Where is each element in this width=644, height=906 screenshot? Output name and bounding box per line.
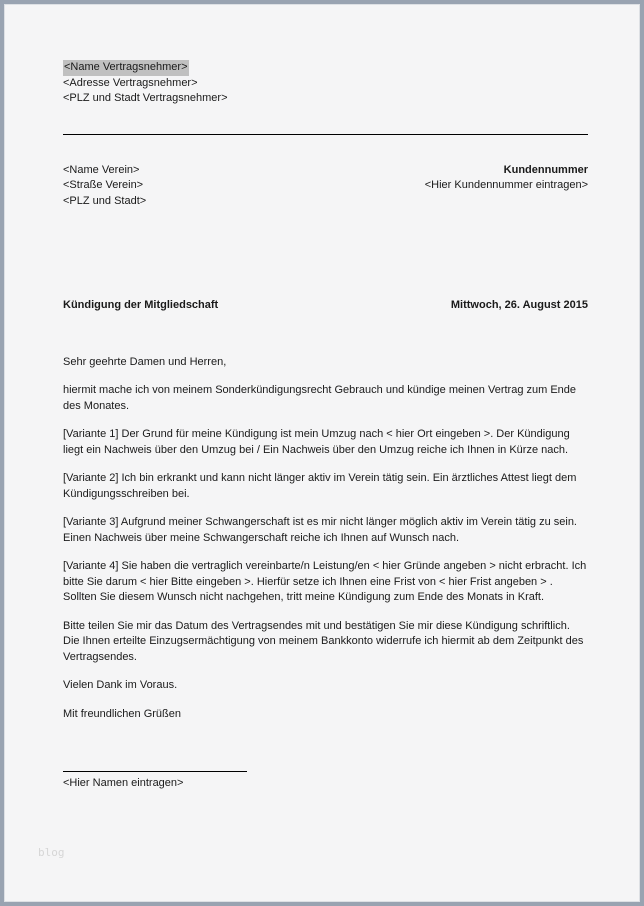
customer-number-label: Kundennummer: [503, 163, 588, 176]
paragraph-variante-2: [Variante 2] Ich bin erkrankt und kann nicht länger aktiv im Verein tätig sein. Ein ärztliches Attest liegt dem Kündigungsschreiben bei.: [63, 472, 577, 500]
signature-name-placeholder[interactable]: <Hier Namen eintragen>: [63, 777, 184, 789]
sender-address-block: [63, 60, 588, 107]
recipient-street-placeholder[interactable]: <Straße Verein>: [63, 179, 144, 191]
signature-line: [63, 771, 247, 772]
date-line: Mittwoch, 26. August 2015: [450, 299, 588, 311]
recipient-address-block: [63, 163, 146, 210]
customer-number-block: [425, 163, 588, 210]
recipient-name-placeholder[interactable]: <Name Verein>: [63, 163, 140, 176]
subject-line: Kündigung der Mitgliedschaft: [63, 299, 219, 311]
letter-content: [4, 4, 640, 902]
paragraph-variante-4: [Variante 4] Sie haben die vertraglich vereinbarte/n Leistung/en < hier Gründe angeben > nicht erbracht. Ich bitte Sie darum < hier Bitte eingeben >. Hierfür setze ich Ihnen eine Frist von < hier Frist angeben > . Sollten Sie diesem Wunsch nicht nachgehen, tritt meine Kündigung zum Ende des Monats in Kraft.: [63, 560, 587, 603]
customer-number-placeholder[interactable]: <Hier Kundennummer eintragen>: [424, 179, 588, 191]
paragraph-variante-1: [Variante 1] Der Grund für meine Kündigung ist mein Umzug nach < hier Ort eingeben >. Der Kündigung liegt ein Nachweis über den Umzug bei / Ein Nachweis über den Umzug reiche ich Ihnen in Kürze nach.: [63, 428, 570, 456]
paragraph-thanks: Vielen Dank im Voraus.: [63, 679, 178, 691]
letter-body: [63, 355, 588, 723]
sender-name-row: [63, 60, 588, 76]
paragraph-variante-3: [Variante 3] Aufgrund meiner Schwangerschaft ist es mir nicht länger möglich aktiv im Verein tätig zu sein. Einen Nachweis über meine Schwangerschaft reiche ich Ihnen auf Wunsch nach.: [63, 516, 577, 544]
watermark: blog: [38, 845, 65, 859]
paragraph-intro: hiermit mache ich von meinem Sonderkündigungsrecht Gebrauch und kündige meinen Vertrag zum Ende des Monates.: [63, 384, 577, 412]
recipient-city-placeholder[interactable]: <PLZ und Stadt>: [63, 194, 147, 207]
salutation: Sehr geehrte Damen und Herren,: [63, 355, 227, 368]
sender-city-placeholder[interactable]: <PLZ und Stadt Vertragsnehmer>: [63, 92, 228, 104]
recipient-row: [63, 163, 588, 210]
sender-name-placeholder[interactable]: <Name Vertragsnehmer>: [63, 60, 189, 76]
sender-address-placeholder[interactable]: <Adresse Vertragsnehmer>: [63, 76, 198, 89]
paragraph-confirmation: Bitte teilen Sie mir das Datum des Vertragsendes mit und bestätigen Sie mir diese Kündigung schriftlich. Die Ihnen erteilte Einzugsermächtigung von meinem Bankkonto widerrufe ich hiermit ab dem Zeitpunkt des Vertragsendes.: [63, 619, 584, 663]
closing: Mit freundlichen Grüßen: [63, 707, 181, 720]
subject-row: [63, 298, 588, 314]
divider-line: [63, 134, 588, 135]
